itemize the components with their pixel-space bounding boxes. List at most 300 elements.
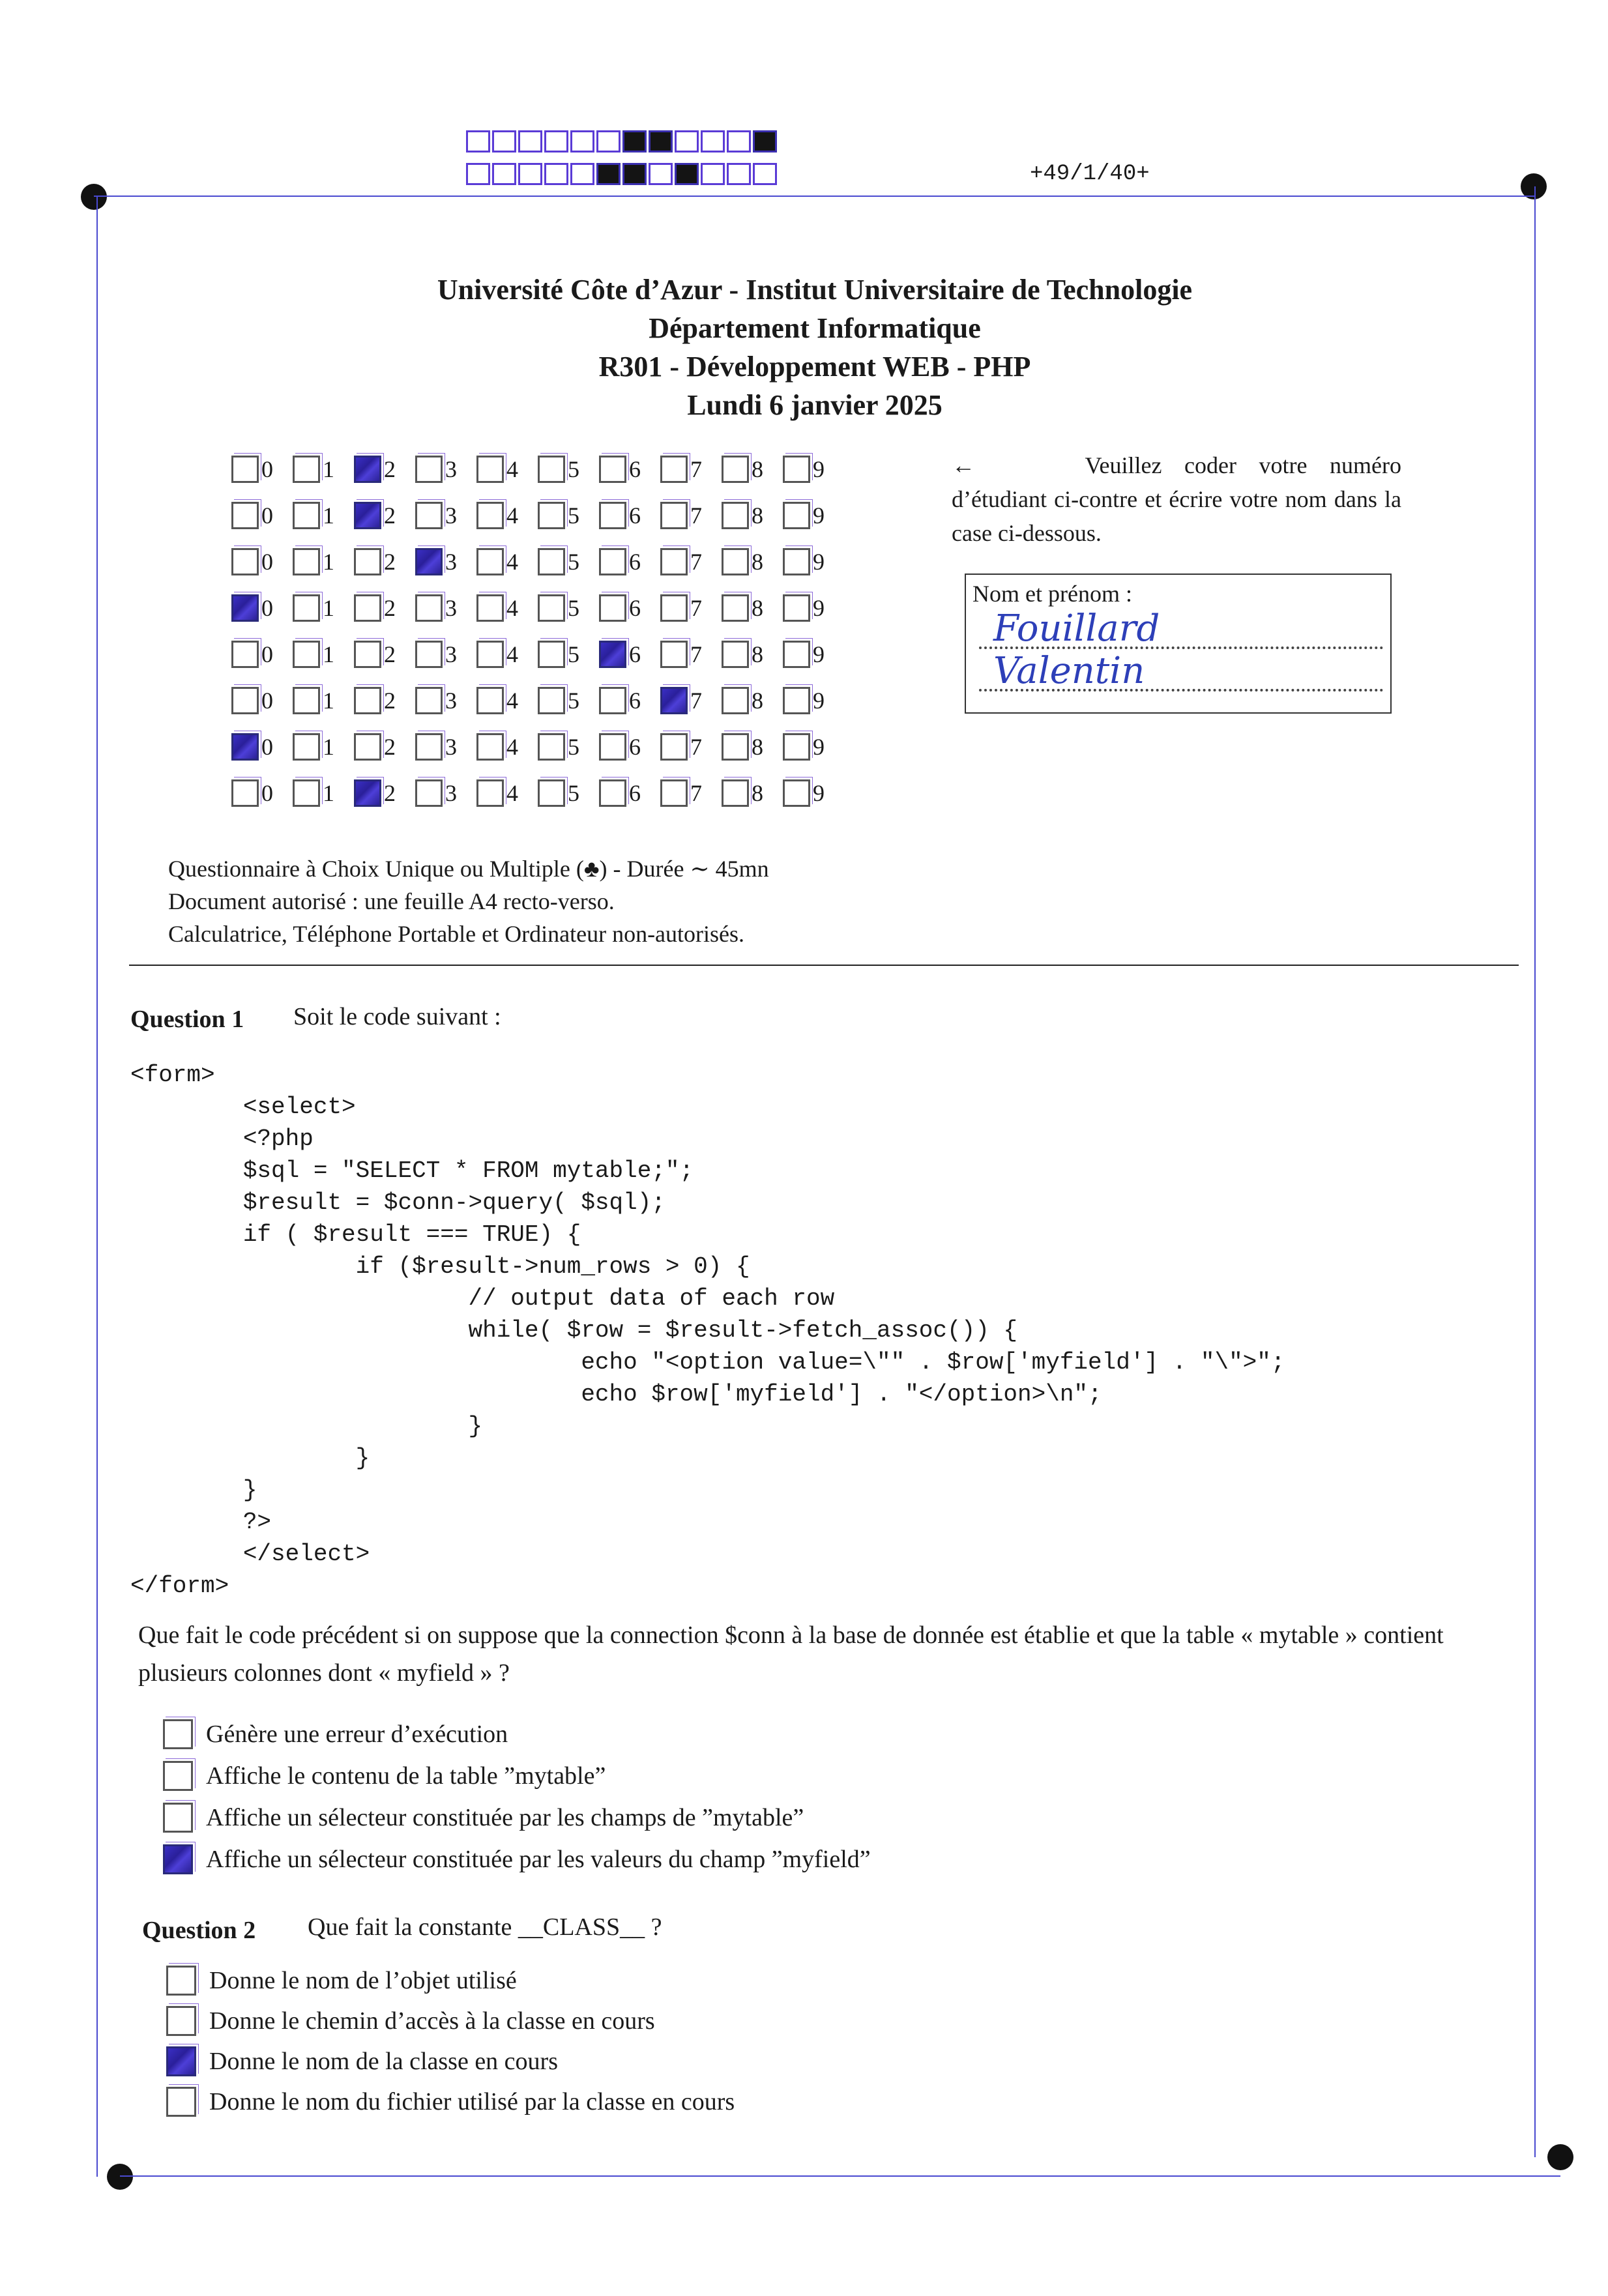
digit-label: 5 [568, 549, 579, 575]
digit-option [783, 589, 844, 628]
digit-option [660, 589, 722, 628]
barcode-cell [701, 130, 725, 153]
digit-option [293, 727, 354, 766]
digit-label: 1 [323, 456, 334, 482]
digit-checkbox[interactable] [476, 456, 504, 483]
q2-option-2[interactable] [166, 2006, 655, 2036]
digit-label: 1 [323, 780, 334, 806]
digit-checkbox[interactable] [415, 687, 443, 714]
digit-label: 8 [752, 688, 763, 714]
digit-checkbox[interactable] [476, 594, 504, 622]
digit-option [415, 589, 476, 628]
barcode-cell [544, 163, 568, 185]
digit-label: 9 [813, 734, 825, 760]
digit-checkbox[interactable] [476, 641, 504, 668]
digit-option [354, 681, 415, 720]
digit-checkbox[interactable] [354, 548, 381, 575]
q1-option-2[interactable] [163, 1761, 606, 1791]
digit-label: 3 [445, 688, 457, 714]
barcode-cell [492, 130, 516, 153]
digit-label: 6 [629, 595, 641, 621]
divider [129, 965, 1519, 966]
digit-label: 8 [752, 595, 763, 621]
digit-checkbox[interactable] [293, 641, 320, 668]
digit-label: 9 [813, 780, 825, 806]
digit-option [415, 635, 476, 674]
name-box[interactable] [965, 574, 1392, 714]
digit-checkbox-checked[interactable] [354, 502, 381, 529]
digit-checkbox[interactable] [231, 502, 259, 529]
digit-label: 2 [384, 549, 396, 575]
digit-option [722, 589, 783, 628]
digit-checkbox[interactable] [538, 502, 565, 529]
digit-label: 1 [323, 734, 334, 760]
barcode-cell [518, 130, 542, 153]
digit-checkbox[interactable] [231, 779, 259, 807]
digit-option [722, 450, 783, 489]
digit-label: 9 [813, 688, 825, 714]
digit-checkbox[interactable] [293, 779, 320, 807]
digit-label: 7 [690, 734, 702, 760]
digit-label: 0 [261, 549, 273, 575]
instructions-text: Veuillez coder votre numéro d’étudiant ci-contre et écrire votre nom dans la case ci-dessous. [952, 452, 1401, 546]
digit-option [231, 727, 293, 766]
digit-option [783, 681, 844, 720]
registration-mark-bottom-right [1547, 2144, 1573, 2170]
digit-label: 0 [261, 734, 273, 760]
digit-checkbox[interactable] [722, 779, 749, 807]
checkbox-checked[interactable] [163, 1844, 193, 1874]
digit-checkbox[interactable] [415, 502, 443, 529]
digit-label: 0 [261, 780, 273, 806]
option-label: Affiche un sélecteur constituée par les valeurs du champ ”myfield” [206, 1846, 871, 1873]
digit-checkbox[interactable] [783, 456, 810, 483]
header-university: Université Côte d’Azur - Institut Universitaire de Technologie [437, 274, 1193, 306]
digit-label: 3 [445, 456, 457, 482]
digit-option [354, 774, 415, 813]
handwritten-last-name: Fouillard [993, 607, 1160, 650]
digit-label: 9 [813, 595, 825, 621]
digit-label: 6 [629, 641, 641, 667]
digit-option [783, 727, 844, 766]
digit-label: 1 [323, 595, 334, 621]
digit-checkbox[interactable] [538, 733, 565, 761]
digit-checkbox[interactable] [415, 641, 443, 668]
barcode-cell [596, 130, 621, 153]
digit-checkbox[interactable] [660, 594, 688, 622]
digit-option [722, 681, 783, 720]
digit-checkbox[interactable] [783, 502, 810, 529]
digit-checkbox[interactable] [354, 733, 381, 761]
student-number-row [231, 450, 844, 489]
digit-label: 6 [629, 780, 641, 806]
digit-option [599, 681, 660, 720]
digit-option [599, 774, 660, 813]
digit-label: 8 [752, 502, 763, 529]
digit-label: 9 [813, 549, 825, 575]
digit-checkbox-checked[interactable] [660, 687, 688, 714]
digit-option [660, 727, 722, 766]
digit-label: 5 [568, 502, 579, 529]
barcode-row-2 [466, 163, 779, 185]
digit-label: 7 [690, 780, 702, 806]
option-label: Affiche le contenu de la table ”mytable” [206, 1762, 606, 1790]
student-number-row [231, 681, 844, 720]
digit-option [660, 496, 722, 535]
option-label: Donne le nom de l’objet utilisé [209, 1967, 517, 1994]
digit-label: 2 [384, 780, 396, 806]
registration-mark-bottom-left [107, 2164, 133, 2190]
digit-checkbox[interactable] [476, 687, 504, 714]
digit-checkbox[interactable] [538, 548, 565, 575]
digit-label: 6 [629, 502, 641, 529]
digit-option [293, 542, 354, 581]
student-number-row [231, 542, 844, 581]
checkbox[interactable] [163, 1761, 193, 1791]
digit-option [231, 774, 293, 813]
digit-label: 6 [629, 549, 641, 575]
digit-label: 8 [752, 456, 763, 482]
digit-label: 2 [384, 456, 396, 482]
digit-label: 5 [568, 734, 579, 760]
digit-option [538, 727, 599, 766]
digit-checkbox[interactable] [722, 641, 749, 668]
q2-option-4[interactable] [166, 2087, 735, 2117]
digit-option [476, 774, 538, 813]
digit-checkbox[interactable] [599, 456, 626, 483]
q1-prompt: Soit le code suivant : [293, 1003, 501, 1030]
digit-checkbox[interactable] [783, 779, 810, 807]
digit-label: 5 [568, 456, 579, 482]
barcode-cell [622, 130, 647, 153]
barcode-cell [701, 163, 725, 185]
digit-checkbox[interactable] [476, 779, 504, 807]
digit-checkbox[interactable] [415, 594, 443, 622]
digit-label: 2 [384, 502, 396, 529]
option-label: Donne le nom du fichier utilisé par la classe en cours [209, 2088, 735, 2115]
barcode-cell [570, 163, 594, 185]
digit-checkbox[interactable] [231, 456, 259, 483]
exam-instructions [168, 852, 769, 950]
digit-checkbox[interactable] [476, 733, 504, 761]
digit-option [599, 589, 660, 628]
digit-checkbox[interactable] [231, 548, 259, 575]
digit-checkbox[interactable] [415, 456, 443, 483]
barcode-cell [753, 130, 777, 153]
q2-prompt: Que fait la constante __CLASS__ ? [308, 1913, 662, 1941]
digit-label: 3 [445, 549, 457, 575]
barcode-cell [753, 163, 777, 185]
barcode-cell [675, 163, 699, 185]
digit-checkbox[interactable] [783, 641, 810, 668]
student-number-row [231, 496, 844, 535]
digit-option [293, 450, 354, 489]
digit-label: 1 [323, 502, 334, 529]
checkbox[interactable] [166, 2006, 196, 2036]
q2-label: Question 2 [142, 1917, 256, 1944]
digit-checkbox[interactable] [783, 733, 810, 761]
digit-checkbox[interactable] [660, 641, 688, 668]
digit-option [722, 635, 783, 674]
digit-checkbox-checked[interactable] [354, 779, 381, 807]
student-number-row [231, 727, 844, 766]
digit-label: 3 [445, 595, 457, 621]
barcode-cell [518, 163, 542, 185]
digit-label: 0 [261, 595, 273, 621]
digit-checkbox[interactable] [660, 456, 688, 483]
digit-checkbox[interactable] [722, 502, 749, 529]
digit-option [660, 450, 722, 489]
digit-checkbox[interactable] [538, 687, 565, 714]
digit-label: 1 [323, 688, 334, 714]
barcode-cell [727, 163, 751, 185]
digit-label: 8 [752, 780, 763, 806]
digit-checkbox[interactable] [783, 548, 810, 575]
digit-label: 5 [568, 595, 579, 621]
digit-checkbox[interactable] [783, 687, 810, 714]
digit-label: 2 [384, 688, 396, 714]
digit-checkbox[interactable] [722, 687, 749, 714]
student-number-row [231, 635, 844, 674]
digit-checkbox[interactable] [415, 733, 443, 761]
digit-option [231, 681, 293, 720]
digit-label: 6 [629, 734, 641, 760]
barcode-cell [466, 130, 490, 153]
q1-label: Question 1 [130, 1006, 244, 1033]
header-course: R301 - Développement WEB - PHP [598, 351, 1031, 383]
digit-checkbox-checked[interactable] [354, 456, 381, 483]
digit-label: 1 [323, 549, 334, 575]
barcode-cell [492, 163, 516, 185]
digit-label: 1 [323, 641, 334, 667]
frame-left [96, 196, 98, 2177]
digit-checkbox[interactable] [660, 779, 688, 807]
checkbox[interactable] [163, 1719, 193, 1749]
digit-checkbox[interactable] [293, 456, 320, 483]
digit-option [722, 774, 783, 813]
digit-label: 7 [690, 688, 702, 714]
digit-label: 0 [261, 502, 273, 529]
digit-option [476, 542, 538, 581]
digit-checkbox[interactable] [231, 687, 259, 714]
digit-label: 0 [261, 456, 273, 482]
intro-line-1: Questionnaire à Choix Unique ou Multiple (♣) - Durée ∼ 45mn [168, 856, 769, 882]
digit-option [293, 589, 354, 628]
barcode-cell [466, 163, 490, 185]
left-arrow: ← [952, 452, 975, 478]
barcode-cell [675, 130, 699, 153]
option-label: Génère une erreur d’exécution [206, 1721, 508, 1748]
digit-label: 4 [506, 688, 518, 714]
digit-option [354, 496, 415, 535]
digit-checkbox[interactable] [354, 594, 381, 622]
digit-label: 7 [690, 641, 702, 667]
digit-checkbox[interactable] [231, 641, 259, 668]
digit-checkbox[interactable] [599, 687, 626, 714]
digit-option [476, 727, 538, 766]
q2-option-3[interactable] [166, 2046, 558, 2076]
digit-option [783, 774, 844, 813]
frame-bottom [120, 2175, 1560, 2177]
barcode-cell [649, 163, 673, 185]
digit-option [476, 635, 538, 674]
registration-mark-top-left [81, 184, 107, 210]
checkbox-checked[interactable] [166, 2046, 196, 2076]
digit-option [783, 542, 844, 581]
intro-line-3: Calculatrice, Téléphone Portable et Ordinateur non-autorisés. [168, 921, 745, 947]
digit-checkbox[interactable] [415, 779, 443, 807]
barcode-cell [570, 130, 594, 153]
digit-checkbox[interactable] [293, 502, 320, 529]
digit-checkbox[interactable] [538, 456, 565, 483]
digit-label: 5 [568, 688, 579, 714]
digit-option [722, 496, 783, 535]
digit-option [476, 450, 538, 489]
digit-label: 7 [690, 595, 702, 621]
digit-checkbox[interactable] [660, 733, 688, 761]
digit-checkbox[interactable] [354, 641, 381, 668]
digit-option [722, 542, 783, 581]
digit-checkbox[interactable] [599, 733, 626, 761]
digit-option [354, 727, 415, 766]
digit-option [231, 589, 293, 628]
digit-label: 8 [752, 734, 763, 760]
digit-checkbox[interactable] [476, 502, 504, 529]
q1-code-block: <form> <select> <?php $sql = "SELECT * FROM mytable;"; $result = $conn->query( $sql); if ( $result === TRUE) { if ($result->num_rows > 0) { // output data of each row while( $row = $result->fetch_assoc()) { echo "<option value=\"" . $row['myfield'] . "\">"; echo $row['myfield'] . "</option>\n"; } } } ?> </select> </form> [130, 1062, 1285, 1599]
digit-checkbox[interactable] [599, 502, 626, 529]
digit-option [354, 450, 415, 489]
digit-option [538, 496, 599, 535]
digit-checkbox-checked[interactable] [231, 594, 259, 622]
digit-option [538, 542, 599, 581]
digit-checkbox[interactable] [722, 548, 749, 575]
digit-checkbox[interactable] [722, 594, 749, 622]
digit-option [231, 496, 293, 535]
frame-top [94, 196, 1534, 197]
digit-checkbox[interactable] [722, 456, 749, 483]
digit-checkbox[interactable] [538, 641, 565, 668]
digit-label: 9 [813, 502, 825, 529]
digit-label: 6 [629, 688, 641, 714]
digit-label: 6 [629, 456, 641, 482]
digit-checkbox[interactable] [722, 733, 749, 761]
digit-option [415, 450, 476, 489]
header-date: Lundi 6 janvier 2025 [687, 389, 943, 421]
digit-checkbox[interactable] [476, 548, 504, 575]
digit-checkbox[interactable] [293, 594, 320, 622]
name-box-label: Nom et prénom : [972, 581, 1132, 607]
barcode-cell [622, 163, 647, 185]
digit-option [599, 635, 660, 674]
q1-option-4[interactable] [163, 1844, 871, 1874]
digit-option [415, 727, 476, 766]
digit-checkbox[interactable] [599, 594, 626, 622]
barcode-cell [727, 130, 751, 153]
digit-label: 7 [690, 456, 702, 482]
digit-option [599, 727, 660, 766]
barcode-cell [596, 163, 621, 185]
q1-option-1[interactable] [163, 1719, 508, 1749]
digit-label: 9 [813, 641, 825, 667]
digit-label: 5 [568, 641, 579, 667]
barcode-cell [544, 130, 568, 153]
student-number-row [231, 774, 844, 813]
digit-label: 2 [384, 734, 396, 760]
digit-option [476, 681, 538, 720]
digit-checkbox[interactable] [599, 779, 626, 807]
checkbox[interactable] [163, 1803, 193, 1833]
digit-option [538, 450, 599, 489]
digit-label: 0 [261, 641, 273, 667]
digit-checkbox[interactable] [783, 594, 810, 622]
digit-option [231, 635, 293, 674]
digit-checkbox-checked[interactable] [599, 641, 626, 668]
digit-option [783, 450, 844, 489]
digit-label: 3 [445, 780, 457, 806]
digit-option [660, 635, 722, 674]
exam-code: +49/1/40+ [1030, 162, 1150, 186]
digit-label: 3 [445, 641, 457, 667]
instructions [952, 448, 1401, 550]
digit-option [415, 774, 476, 813]
q1-option-3[interactable] [163, 1803, 804, 1833]
q1-question: Que fait le code précédent si on suppose que la connection $conn à la base de donnée est établie et que la table « mytable » contient plusieurs colonnes dont « myfield » ? [138, 1621, 1444, 1687]
digit-checkbox[interactable] [538, 594, 565, 622]
digit-option [293, 635, 354, 674]
digit-checkbox[interactable] [293, 687, 320, 714]
digit-checkbox[interactable] [660, 548, 688, 575]
option-label: Donne le nom de la classe en cours [209, 2048, 558, 2075]
digit-checkbox-checked[interactable] [231, 733, 259, 761]
digit-label: 3 [445, 734, 457, 760]
digit-option [783, 635, 844, 674]
checkbox[interactable] [166, 1966, 196, 1996]
digit-option [599, 542, 660, 581]
digit-option [538, 635, 599, 674]
digit-option [415, 496, 476, 535]
digit-label: 3 [445, 502, 457, 529]
digit-option [476, 496, 538, 535]
digit-option [538, 589, 599, 628]
digit-option [660, 681, 722, 720]
student-number-row [231, 589, 844, 628]
checkbox[interactable] [166, 2087, 196, 2117]
digit-option [231, 450, 293, 489]
digit-option [783, 496, 844, 535]
digit-checkbox[interactable] [538, 779, 565, 807]
digit-checkbox[interactable] [293, 733, 320, 761]
digit-checkbox[interactable] [660, 502, 688, 529]
digit-checkbox-checked[interactable] [415, 548, 443, 575]
digit-label: 2 [384, 595, 396, 621]
digit-label: 8 [752, 641, 763, 667]
barcode-cell [649, 130, 673, 153]
digit-option [599, 450, 660, 489]
digit-checkbox[interactable] [354, 687, 381, 714]
digit-label: 4 [506, 641, 518, 667]
digit-checkbox[interactable] [599, 548, 626, 575]
option-label: Affiche un sélecteur constituée par les champs de ”mytable” [206, 1804, 804, 1831]
digit-option [660, 774, 722, 813]
q2-option-1[interactable] [166, 1966, 517, 1996]
digit-option [293, 774, 354, 813]
handwritten-first-name: Valentin [993, 650, 1145, 692]
digit-label: 4 [506, 595, 518, 621]
digit-checkbox[interactable] [293, 548, 320, 575]
digit-label: 7 [690, 549, 702, 575]
digit-option [415, 542, 476, 581]
digit-label: 2 [384, 641, 396, 667]
